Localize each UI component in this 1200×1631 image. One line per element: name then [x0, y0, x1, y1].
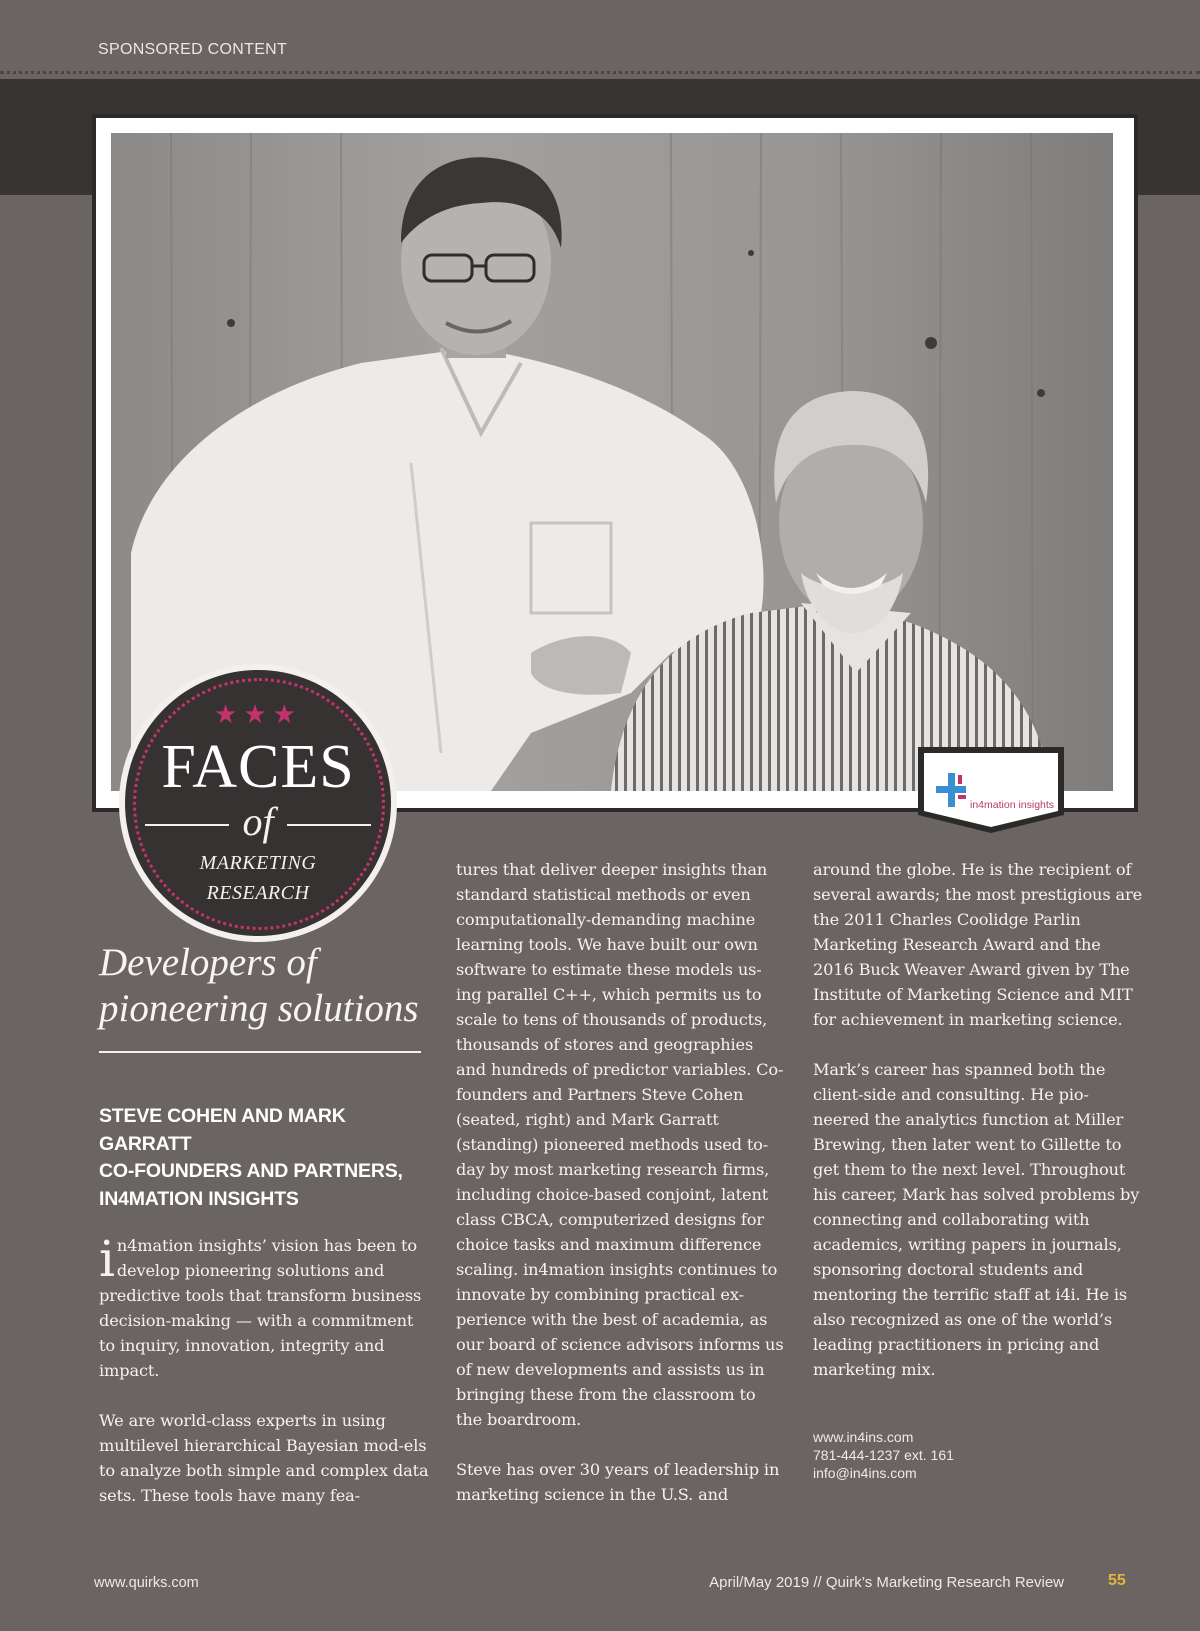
- contact-email-link[interactable]: info@in4ins.com: [813, 1465, 917, 1481]
- contact-phone: 781-444-1237 ext. 161: [813, 1447, 954, 1463]
- names-line3: IN4MATION INSIGHTS: [99, 1187, 299, 1210]
- paragraph-intro: [99, 1230, 429, 1383]
- footer-site-link[interactable]: www.quirks.com: [94, 1575, 199, 1591]
- article-headline: [99, 940, 429, 1032]
- article-column-3: [813, 857, 1143, 1382]
- article-column-1: [99, 1230, 429, 1508]
- profile-names: [99, 1103, 429, 1213]
- article-column-2: [456, 857, 786, 1507]
- drop-cap: i: [99, 1230, 115, 1288]
- paragraph-mark: Mark’s career has spanned both the client-side and consulting. He pio-neered the analytics function at Miller Brewing, then later went to Gillette to get them to the next level. Throughout his career, Mark has solved problems by connecting and collaborating with academics, writing papers in journals, sponsoring doctoral students and mentoring the terrific staff at i4i. He is also recognized as one of the world’s leading practitioners in pricing and marketing mix.: [813, 1060, 1140, 1379]
- paragraph-tools: tures that deliver deeper insights than standard statistical methods or even computationally-demanding machine learning tools. We have built our own software to estimate these models us-ing parallel C++, which permits us to scale to tens of thousands of products, thousands of stores and geographies and hundreds of predictor variables. Co-founders and Partners Steve Cohen (seated, right) and Mark Garratt (standing) pioneered methods used to-day by most marketing research firms, including choice-based conjoint, latent class CBCA, computerized designs for choice tasks and maximum difference scaling. in4mation insights continues to innovate by combining practical ex-perience with the best of academia, as our board of science advisors informs us of new developments and assists us in bringing these from the classroom to the boardroom.: [456, 860, 784, 1429]
- badge-subtitle-line2: RESEARCH: [206, 882, 310, 904]
- badge-connector: of: [242, 799, 274, 844]
- page-number: 55: [1108, 1572, 1126, 1589]
- badge-stars-icon: ★★★: [214, 700, 302, 730]
- footer-issue: April/May 2019 // Quirk’s Marketing Research Review: [709, 1574, 1064, 1591]
- company-logo-badge: [916, 745, 1066, 835]
- badge-subtitle-line1: MARKETING: [199, 852, 317, 874]
- contact-website-link[interactable]: www.in4ins.com: [813, 1429, 914, 1445]
- headline-line1: Developers of: [99, 941, 317, 984]
- names-line2: CO-FOUNDERS AND PARTNERS,: [99, 1160, 403, 1182]
- sponsored-content-label: SPONSORED CONTENT: [98, 41, 288, 58]
- badge-title: FACES: [161, 733, 355, 801]
- paragraph-awards: around the globe. He is the recipient of several awards; the most prestigious are the 2011 Charles Coolidge Parlin Marketing Research Award and the 2016 Buck Weaver Award given by The Institute of Marketing Science and MIT for achievement in marketing science.: [813, 860, 1142, 1029]
- names-line1: STEVE COHEN AND MARK GARRATT: [99, 1105, 346, 1155]
- headline-rule: [99, 1051, 421, 1053]
- paragraph-intro-text: n4mation insights’ vision has been to develop pioneering solutions and predictive tools that transform business decision-making — with a commitment to inquiry, innovation, integrity and impact.: [99, 1236, 422, 1380]
- logo-wordmark: in4mation insights: [970, 799, 1055, 811]
- paragraph-experts: We are world-class experts in using multilevel hierarchical Bayesian mod-els to analyze both simple and complex data sets. These tools have many fea-: [99, 1411, 429, 1505]
- dotted-divider: [0, 71, 1200, 74]
- contact-info: [813, 1428, 1113, 1482]
- faces-of-marketing-research-badge: [125, 670, 391, 936]
- medical-cross-logo-icon: [936, 771, 970, 809]
- badge-rule-right: [287, 824, 371, 826]
- badge-subtitle: [125, 848, 391, 908]
- paragraph-steve: Steve has over 30 years of leadership in marketing science in the U.S. and: [456, 1460, 780, 1504]
- headline-line2: pioneering solutions: [99, 987, 419, 1030]
